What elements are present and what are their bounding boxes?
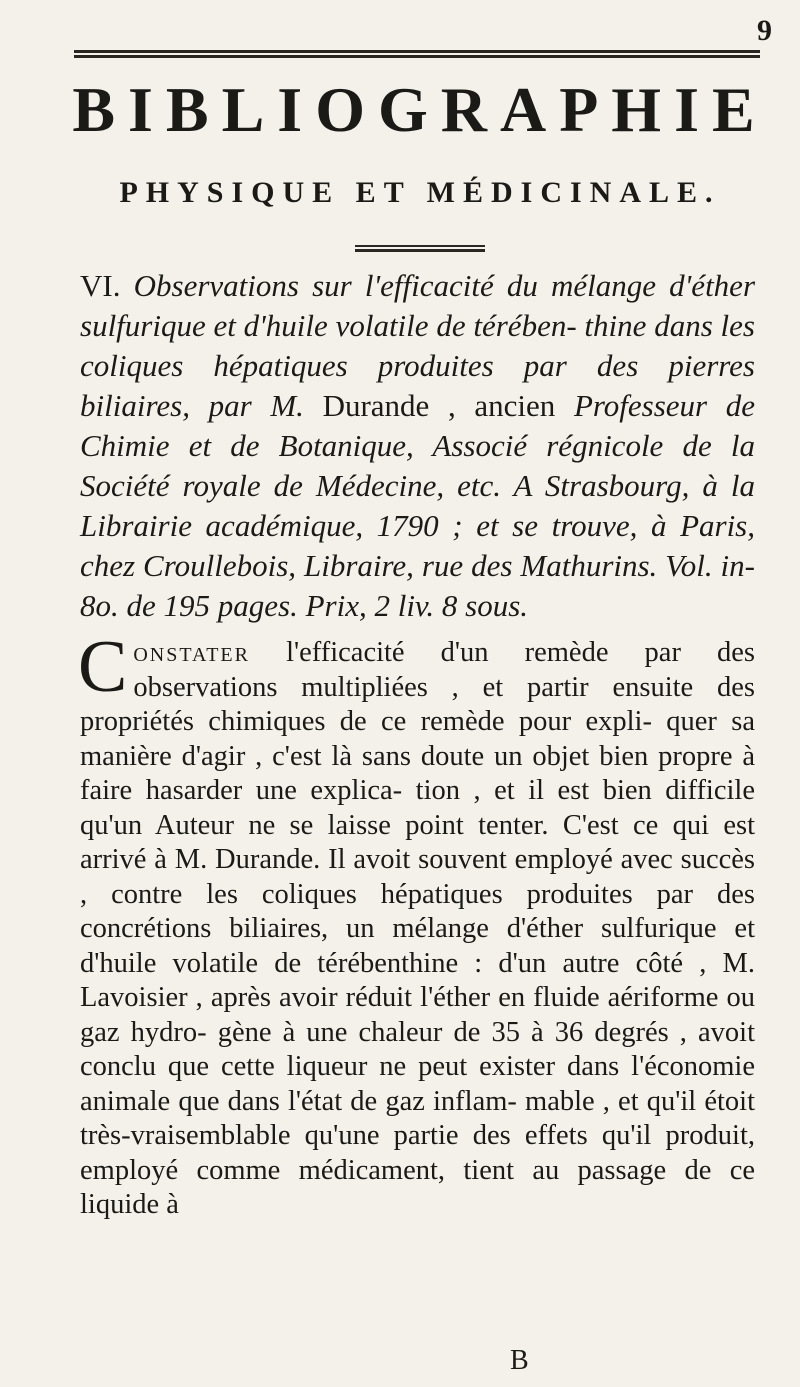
entry-author: Durande , ancien	[322, 388, 556, 423]
page-subtitle: PHYSIQUE ET MÉDICINALE.	[119, 176, 721, 209]
drop-cap: C	[78, 626, 128, 708]
review-body	[78, 626, 755, 1223]
body-paragraph: l'efficacité d'un remède par des observations multipliées , et partir ensuite des propriétés chimiques de ce remède pour expli- quer sa manière d'agir , c'est là sans doute un objet bien propre à faire hasarder une explica- tion , et il est bien difficile qu'un Auteur ne se laisse point tenter. C'est ce qui est arrivé à M. Durande. Il avoit souvent employé avec succès , contre les coliques hépatiques produites par des concrétions biliaires, un mélange d'éther sulfurique et d'huile volatile de térébenthine : d'un autre côté , M. Lavoisier , après avoir réduit l'éther en fluide aériforme ou gaz hydro- gène à une chaleur de 35 à 36 degrés , avoit conclu que cette liqueur ne peut exister dans l'économie animale que dans l'état de gaz inflam- mable , et qu'il étoit très-vraisemblable qu'une partie des effets qu'il produit, employé comme médicament, tient au passage de ce liquide à	[80, 637, 755, 1220]
first-word: onstater	[133, 637, 250, 668]
entry-details: Professeur de Chimie et de Botanique, Associé régnicole de la Société royale de Médecine, etc. A Strasbourg, à la Librairie académique, 1790 ; et se trouve, à Paris, chez Croullebois, Libraire, rue des Mathurins. Vol. in-8o. de 195 pages. Prix, 2 liv. 8 sous.	[80, 388, 756, 623]
header-rule	[74, 50, 760, 58]
page-title: BIBLIOGRAPHIE	[72, 74, 768, 145]
bibliography-entry	[80, 266, 755, 626]
entry-title: Observations sur l'efficacité du mélange d'éther sulfurique et d'huile volatile de térében- thine dans les coliques hépatiques produites par des pierres biliaires, par M.	[80, 268, 756, 423]
page-number: 9	[757, 14, 772, 47]
section-rule	[355, 245, 485, 252]
signature-mark: B	[510, 1345, 529, 1376]
entry-number: VI.	[80, 268, 121, 303]
